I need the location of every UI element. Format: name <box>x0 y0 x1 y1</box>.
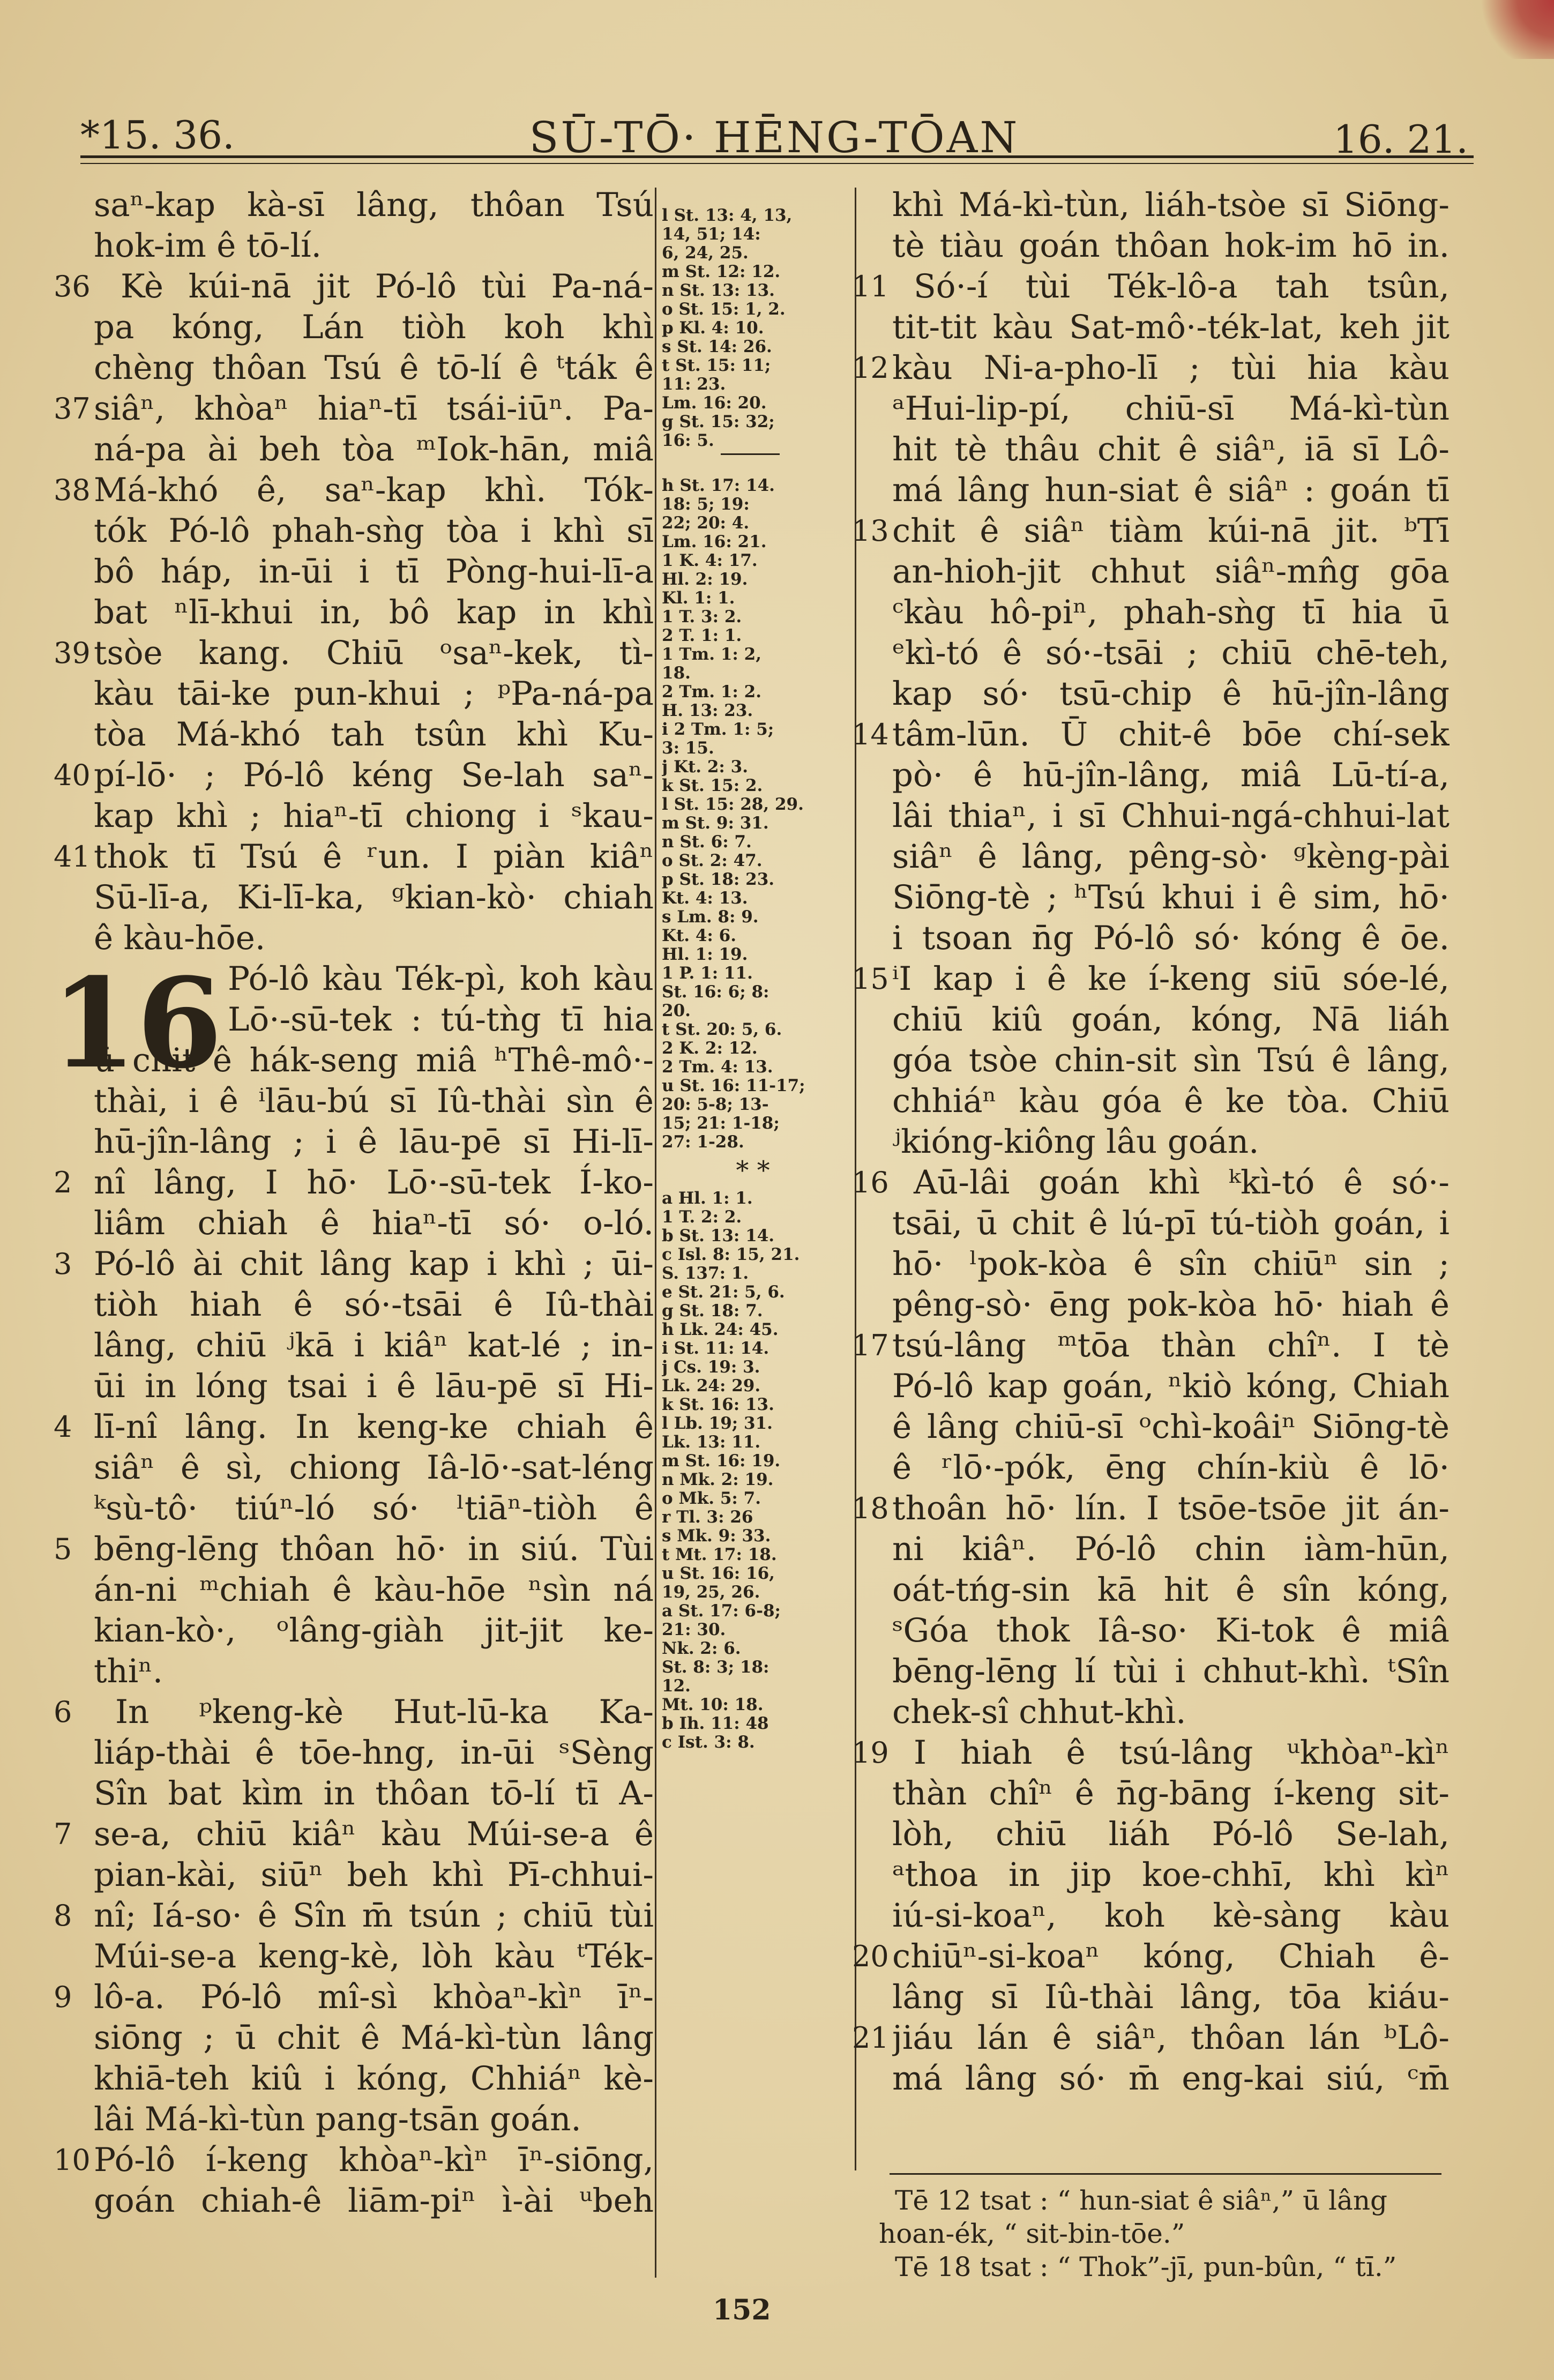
reference-stars: * * <box>736 1155 770 1185</box>
text-line: bat ⁿlī-khui in, bô kap in khì <box>94 593 654 631</box>
reference-line: 20. <box>662 1002 691 1020</box>
text-line: Pó-lô ài chit lâng kap i khì ; ūi- <box>94 1245 654 1283</box>
verse-number: 4 <box>54 1410 72 1444</box>
verse-number: 37 <box>54 392 91 426</box>
reference-line: g St. 15: 32; <box>662 413 775 431</box>
text-line: pêng-sò· ēng pok-kòa hō· hiah ê <box>892 1286 1450 1324</box>
reference-line: S. 137: 1. <box>662 1264 749 1283</box>
verse-number: 17 <box>852 1329 889 1362</box>
text-line: án-ni ᵐchiah ê kàu-hōe ⁿsìn ná <box>94 1571 654 1609</box>
reference-line: p St. 18: 23. <box>662 870 775 889</box>
reference-line: a St. 17: 6-8; <box>662 1602 781 1621</box>
reference-line: 11: 23. <box>662 375 726 394</box>
reference-line: 15; 21: 1-18; <box>662 1114 780 1133</box>
text-line: lâi thiaⁿ, i sī Chhui-ngá-chhui-lat <box>892 797 1450 835</box>
reference-line: St. 8: 3; 18: <box>662 1658 769 1677</box>
text-line: jiáu lán ê siâⁿ, thôan lán ᵇLô- <box>892 2019 1450 2057</box>
reference-line: 2 K. 2: 12. <box>662 1039 758 1058</box>
text-line: ūi in lóng tsai i ê lāu-pē sī Hi- <box>94 1367 654 1405</box>
text-line: siâⁿ ê lâng, pêng-sò· ᵍkèng-pài <box>892 838 1450 876</box>
text-line: chhiáⁿ kàu góa ê ke tòa. Chiū <box>892 1082 1450 1120</box>
text-line: tsòe kang. Chiū ᵒsaⁿ-kek, tì- <box>94 634 654 672</box>
text-line: ᵃHui-lip-pí, chiū-sī Má-kì-tùn <box>892 390 1450 428</box>
footnote-line: Tē 18 tsat : “ Thok”-jī, pun-bûn, “ tī.” <box>895 2251 1397 2282</box>
reference-line: Kl. 1: 1. <box>662 589 735 608</box>
reference-line: Lk. 24: 29. <box>662 1377 761 1396</box>
text-line: kap khì ; hiaⁿ-tī chiong i ˢkau- <box>94 797 654 835</box>
right-text-column <box>892 185 1450 2099</box>
text-line: liáp-thài ê tōe-hng, in-ūi ˢSèng <box>94 1734 654 1772</box>
verse-number: 41 <box>54 840 91 874</box>
text-line: ni kiâⁿ. Pó-lô chin iàm-hūn, <box>892 1530 1450 1568</box>
text-line: hō· ˡpok-kòa ê sîn chiūⁿ sin ; <box>892 1245 1450 1283</box>
reference-line: Lm. 16: 20. <box>662 394 767 413</box>
text-line: lô-a. Pó-lô mî-sì khòaⁿ-kìⁿ īⁿ- <box>94 1978 654 2016</box>
reference-line: 1 T. 2: 2. <box>662 1208 742 1227</box>
verse-number: 21 <box>852 2021 889 2055</box>
column-divider-left <box>655 188 656 2278</box>
reference-line: r Tl. 3: 26 <box>662 1508 753 1527</box>
verse-number: 40 <box>54 758 91 792</box>
reference-line: i 2 Tm. 1: 5; <box>662 720 774 739</box>
text-line: ê lâng chiū-sī ᵒchì-koâiⁿ Siōng-tè <box>892 1408 1450 1446</box>
reference-line: m St. 9: 31. <box>662 814 769 833</box>
verse-number: 18 <box>852 1491 889 1525</box>
text-line: tsāi, ū chit ê lú-pī tú-tiòh goán, i <box>892 1204 1450 1242</box>
text-line: chiūⁿ-si-koaⁿ kóng, Chiah ê- <box>892 1937 1450 1975</box>
reference-line: Hl. 2: 19. <box>662 570 748 589</box>
reference-line: 16: 5. <box>662 431 714 450</box>
reference-line: 3: 15. <box>662 739 714 758</box>
reference-line: 27: 1-28. <box>662 1133 744 1152</box>
text-line: thàn chîⁿ ê n̄g-bāng í-keng sit- <box>892 1774 1450 1812</box>
text-line: Pó-lô í-keng khòaⁿ-kìⁿ īⁿ-siōng, <box>94 2141 654 2179</box>
text-line: bô háp, in-ūi i tī Pòng-hui-lī-a <box>94 553 654 591</box>
reference-line: 12. <box>662 1677 691 1696</box>
text-line: lī-nî lâng. In keng-ke chiah ê <box>94 1408 654 1446</box>
text-line: pian-kài, siūⁿ beh khì Pī-chhui- <box>94 1856 654 1894</box>
text-line: chek-sî chhut-khì. <box>892 1693 1186 1731</box>
header-left-reference: *15. 36. <box>80 113 235 158</box>
reference-line: b St. 13: 14. <box>662 1227 775 1245</box>
reference-line: t St. 15: 11; <box>662 356 771 375</box>
verse-number: 7 <box>54 1817 72 1851</box>
red-stain <box>1468 0 1554 59</box>
verse-number: 10 <box>54 2143 91 2177</box>
text-line: pí-lō· ; Pó-lô kéng Se-lah saⁿ- <box>94 756 654 794</box>
text-line: I hiah ê tsú-lâng ᵘkhòaⁿ-kìⁿ <box>914 1734 1450 1772</box>
text-line: chit ê siâⁿ tiàm kúi-nā jit. ᵇTī <box>892 512 1450 550</box>
text-line: góa tsòe chin-sit sìn Tsú ê lâng, <box>892 1041 1450 1079</box>
text-line: Múi-se-a keng-kè, lòh kàu ᵗTék- <box>94 1937 654 1975</box>
reference-line: k St. 15: 2. <box>662 777 763 795</box>
verse-number: 3 <box>54 1247 72 1281</box>
text-line: tit-tit kàu Sat-mô·-ték-lat, keh jit <box>892 308 1450 346</box>
text-line: Lō·-sū-tek : tú-tǹg tī hia <box>228 1001 654 1039</box>
reference-line: i St. 11: 14. <box>662 1339 769 1358</box>
reference-line: n Mk. 2: 19. <box>662 1471 774 1489</box>
verse-number: 20 <box>852 1939 889 1973</box>
text-line: ᵃthoa in jip koe-chhī, khì kìⁿ <box>892 1856 1450 1894</box>
page-header <box>80 102 1468 161</box>
reference-line: m St. 16: 19. <box>662 1452 781 1471</box>
text-line: tòa Má-khó tah tsûn khì Ku- <box>94 715 654 753</box>
text-line: ᵏsù-tô· tiúⁿ-ló só· ˡtiāⁿ-tiòh ê <box>94 1489 654 1527</box>
reference-line: Kt. 4: 13. <box>662 889 748 908</box>
reference-line: m St. 12: 12. <box>662 263 781 281</box>
reference-line: H. 13: 23. <box>662 702 753 720</box>
reference-line: Nk. 2: 6. <box>662 1639 741 1658</box>
reference-line: Kt. 4: 6. <box>662 927 737 945</box>
page-number: 152 <box>713 2294 771 2326</box>
reference-line: n St. 13: 13. <box>662 281 775 300</box>
verse-number: 6 <box>54 1695 72 1729</box>
text-line: Pó-lô kàu Ték-pì, koh kàu <box>228 960 654 998</box>
text-line: hū-jîn-lâng ; i ê lāu-pē sī Hi-lī- <box>94 1123 654 1161</box>
text-line: Má-khó ê, saⁿ-kap khì. Tók- <box>94 471 654 509</box>
reference-line: j Kt. 2: 3. <box>662 758 749 777</box>
text-line: pa kóng, Lán tiòh koh khì <box>94 308 654 346</box>
text-line: oát-tńg-sin kā hit ê sîn kóng, <box>892 1571 1450 1609</box>
text-line: iú-si-koaⁿ, koh kè-sàng kàu <box>892 1897 1450 1935</box>
text-line: hok-im ê tō-lí. <box>94 227 322 265</box>
text-line: siâⁿ, khòaⁿ hiaⁿ-tī tsái-iūⁿ. Pa- <box>94 390 654 428</box>
verse-number: 12 <box>852 351 889 385</box>
header-right-reference: 16. 21. <box>1333 117 1468 162</box>
reference-line: n St. 6: 7. <box>662 833 752 852</box>
verse-number: 13 <box>852 514 889 548</box>
text-line: ná-pa ài beh tòa ᵐIok-hān, miâ <box>94 430 654 468</box>
reference-line: o St. 2: 47. <box>662 852 763 870</box>
footnote-line: Tē 12 tsat : “ hun-siat ê siâⁿ,” ū lâng <box>895 2185 1388 2216</box>
text-line: ˢGóa thok Iâ-so· Ki-tok ê miâ <box>892 1611 1450 1650</box>
text-line: lâng, chiū ʲkā i kiâⁿ kat-lé ; in- <box>94 1326 654 1364</box>
verse-number: 5 <box>54 1532 72 1566</box>
reference-line: l Lb. 19; 31. <box>662 1414 773 1433</box>
text-line: Aū-lâi goán khì ᵏkì-tó ê só·- <box>914 1163 1450 1202</box>
text-line: Siōng-tè ; ʰTsú khui i ê sim, hō· <box>892 878 1450 916</box>
reference-line: 1 T. 3: 2. <box>662 608 742 626</box>
book-title: SŪ-TŌ· HĒNG-TŌAN <box>529 113 1020 162</box>
reference-line: k St. 16: 13. <box>662 1396 774 1414</box>
reference-line: 18: 5; 19: <box>662 495 750 514</box>
text-line: ᶜkàu hô-piⁿ, phah-sǹg tī hia ū <box>892 593 1450 631</box>
verse-number: 14 <box>852 718 889 751</box>
reference-line: 1 K. 4: 17. <box>662 551 758 570</box>
reference-line: 19, 25, 26. <box>662 1583 760 1602</box>
reference-line: s Lm. 8: 9. <box>662 908 759 927</box>
verse-number: 36 <box>54 270 91 303</box>
text-line: khì Má-kì-tùn, liáh-tsòe sī Siōng- <box>892 186 1450 224</box>
reference-line: t St. 20: 5, 6. <box>662 1020 782 1039</box>
text-line: hit tè thâu chit ê siâⁿ, iā sī Lô- <box>892 430 1450 468</box>
reference-line: 2 Tm. 1: 2. <box>662 683 761 702</box>
verse-number: 9 <box>54 1980 72 2014</box>
reference-line: b Ih. 11: 48 <box>662 1714 769 1733</box>
reference-line: Lk. 13: 11. <box>662 1433 761 1452</box>
text-line: má lâng hun-siat ê siâⁿ : goán tī <box>892 471 1450 509</box>
text-line: thài, i ê ⁱlāu-bú sī Iû-thài sìn ê <box>94 1082 654 1120</box>
left-text-column <box>94 185 654 2221</box>
text-line: pò· ê hū-jîn-lâng, miâ Lū-tí-a, <box>892 756 1450 794</box>
reference-line: j Cs. 19: 3. <box>662 1358 760 1377</box>
text-line: kàu Ni-a-pho-lī ; tùi hia kàu <box>892 349 1450 387</box>
cross-reference-column <box>662 206 844 1752</box>
reference-line: 14, 51; 14: <box>662 225 761 244</box>
text-line: Pó-lô kap goán, ⁿkiò kóng, Chiah <box>892 1367 1450 1405</box>
text-line: lâng sī Iû-thài lâng, tōa kiáu- <box>892 1978 1450 2016</box>
text-line: ê kàu-hōe. <box>94 919 266 957</box>
text-line: thiⁿ. <box>94 1652 163 1690</box>
text-line: chiū kiû goán, kóng, Nā liáh <box>892 1001 1450 1039</box>
text-line: saⁿ-kap kà-sī lâng, thôan Tsú <box>94 186 654 224</box>
text-line: tiòh hiah ê só·-tsāi ê Iû-thài <box>94 1286 654 1324</box>
text-line: kap só· tsū-chip ê hū-jîn-lâng <box>892 675 1450 713</box>
reference-line: s St. 14: 26. <box>662 338 772 356</box>
reference-line: e St. 21: 5, 6. <box>662 1283 785 1302</box>
text-line: tsú-lâng ᵐtōa thàn chîⁿ. I tè <box>892 1326 1450 1364</box>
verse-number: 38 <box>54 473 91 507</box>
reference-line: p Kl. 4: 10. <box>662 319 764 338</box>
footnotes <box>879 2173 1447 2284</box>
reference-line: 21: 30. <box>662 1621 726 1639</box>
footnote-line: hoan-ék, “ sit-bin-tōe.” <box>879 2218 1185 2249</box>
reference-line: 1 P. 1: 11. <box>662 964 753 983</box>
text-line: Só·-í tùi Ték-lô-a tah tsûn, <box>914 267 1450 305</box>
reference-line: St. 16: 6; 8: <box>662 983 769 1002</box>
header-rule-thin <box>80 163 1474 164</box>
text-line: lâi Má-kì-tùn pang-tsān goán. <box>94 2100 581 2138</box>
text-line: ê ʳlō·-pók, ēng chín-kiù ê lō· <box>892 1449 1450 1487</box>
header-rule-thick <box>80 155 1474 158</box>
reference-line: h Lk. 24: 45. <box>662 1320 779 1339</box>
reference-line: Hl. 1: 19. <box>662 945 748 964</box>
reference-line: 20: 5-8; 13- <box>662 1095 769 1114</box>
text-line: bēng-lēng thôan hō· in siú. Tùi <box>94 1530 654 1568</box>
text-line: siōng ; ū chit ê Má-kì-tùn lâng <box>94 2019 654 2057</box>
text-line: chèng thôan Tsú ê tō-lí ê ᵗták ê <box>94 349 654 387</box>
text-line: i tsoan n̄g Pó-lô só· kóng ê ōe. <box>892 919 1450 957</box>
reference-line: 1 Tm. 1: 2, <box>662 645 761 664</box>
text-line: In ᵖkeng-kè Hut-lū-ka Ka- <box>115 1693 654 1731</box>
reference-line: 2 Tm. 4: 13. <box>662 1058 773 1077</box>
verse-number: 19 <box>852 1736 889 1770</box>
text-line: thok tī Tsú ê ʳun. I piàn kiâⁿ <box>94 838 654 876</box>
verse-number: 39 <box>54 636 91 670</box>
verse-number: 15 <box>852 962 889 996</box>
text-line: nî; Iá-so· ê Sîn m̄ tsún ; chiū tùi <box>94 1897 654 1935</box>
text-line: má lâng só· m̄ eng-kai siú, ᶜm̄ <box>892 2060 1450 2098</box>
text-line: kian-kò·, ᵒlâng-giàh jit-jit ke- <box>94 1611 654 1650</box>
verse-number: 2 <box>54 1166 72 1199</box>
text-line: an-hioh-jit chhut siâⁿ-mn̂g gōa <box>892 553 1450 591</box>
verse-number: 8 <box>54 1899 72 1933</box>
text-line: ᵉkì-tó ê só·-tsāi ; chiū chē-teh, <box>892 634 1450 672</box>
reference-line: o St. 15: 1, 2. <box>662 300 786 319</box>
text-line: kàu tāi-ke pun-khui ; ᵖPa-ná-pa <box>94 675 654 713</box>
chapter-number: 16 <box>51 951 223 1096</box>
verse-number: 11 <box>852 270 889 303</box>
reference-line: t Mt. 17: 18. <box>662 1546 777 1564</box>
text-line: liâm chiah ê hiaⁿ-tī só· o-ló. <box>94 1204 654 1242</box>
reference-line: 2 T. 1: 1. <box>662 626 742 645</box>
reference-line: l St. 15: 28, 29. <box>662 795 804 814</box>
text-line: Kè kúi-nā jit Pó-lô tùi Pa-ná- <box>121 267 654 305</box>
reference-line: o Mk. 5: 7. <box>662 1489 761 1508</box>
text-line: Sîn bat kìm in thôan tō-lí tī A- <box>94 1774 654 1812</box>
text-line: ʲkióng-kiông lâu goán. <box>892 1123 1259 1161</box>
text-line: bēng-lēng lí tùi i chhut-khì. ᵗSîn <box>892 1652 1450 1690</box>
text-line: lòh, chiū liáh Pó-lô Se-lah, <box>892 1815 1450 1853</box>
reference-line: l St. 13: 4, 13, <box>662 206 793 225</box>
text-line: thoân hō· lín. I tsōe-tsōe jit án- <box>892 1489 1450 1527</box>
reference-line: u St. 16: 11-17; <box>662 1077 805 1095</box>
reference-line: 18. <box>662 664 691 683</box>
text-line: se-a, chiū kiâⁿ kàu Múi-se-a ê <box>94 1815 654 1853</box>
text-line: siâⁿ ê sì, chiong Iâ-lō·-sat-léng <box>94 1449 654 1487</box>
reference-line: h St. 17: 14. <box>662 476 775 495</box>
text-line: khiā-teh kiû i kóng, Chhiáⁿ kè- <box>94 2060 654 2098</box>
reference-line: c Isl. 8: 15, 21. <box>662 1245 800 1264</box>
text-line: ū chit ê hák-seng miâ ʰThê-mô·- <box>94 1041 654 1079</box>
reference-line: u St. 16: 16, <box>662 1564 775 1583</box>
text-line: tók Pó-lô phah-sǹg tòa i khì sī <box>94 512 654 550</box>
reference-line: c Ist. 3: 8. <box>662 1733 755 1752</box>
reference-separator <box>721 453 780 455</box>
reference-line: Lm. 16: 21. <box>662 533 767 551</box>
reference-line: 22; 20: 4. <box>662 514 750 533</box>
text-line: tâm-lūn. Ū chit-ê bōe chí-sek <box>892 715 1450 753</box>
reference-line: Mt. 10: 18. <box>662 1696 764 1714</box>
verse-number: 16 <box>852 1166 889 1199</box>
text-line: nî lâng, I hō· Lō·-sū-tek Í-ko- <box>94 1163 654 1202</box>
text-line: goán chiah-ê liām-piⁿ ì-ài ᵘbeh <box>94 2182 654 2220</box>
text-line: tè tiàu goán thôan hok-im hō in. <box>892 227 1450 265</box>
reference-line: a Hl. 1: 1. <box>662 1189 753 1208</box>
text-line: ⁱI kap i ê ke í-keng siū sóe-lé, <box>892 960 1450 998</box>
text-line: Sū-lī-a, Ki-lī-ka, ᵍkian-kò· chiah <box>94 878 654 916</box>
reference-line: g St. 18: 7. <box>662 1302 763 1320</box>
reference-line: 6, 24, 25. <box>662 244 749 263</box>
reference-line: s Mk. 9: 33. <box>662 1527 771 1546</box>
